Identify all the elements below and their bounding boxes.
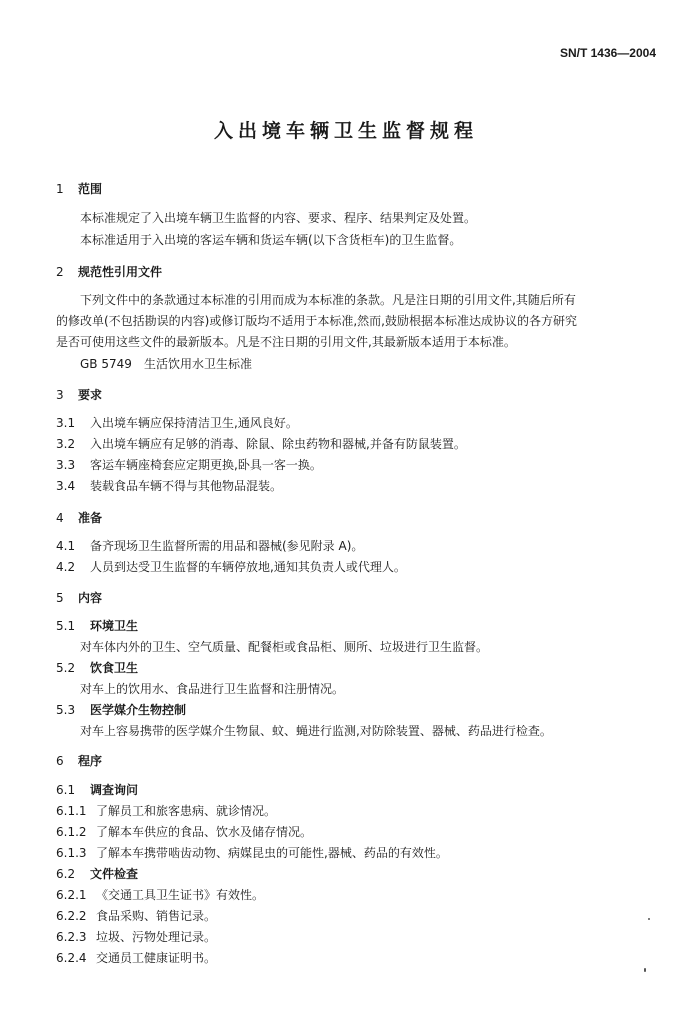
list-item: 6.1.1 了解员工和旅客患病、就诊情况。 bbox=[56, 804, 277, 818]
section-2-heading: 2 规范性引用文件 bbox=[56, 265, 163, 279]
list-item: 3.2 入出境车辆应有足够的消毒、除鼠、除虫药物和器械,并备有防鼠装置。 bbox=[56, 437, 466, 451]
normative-reference: GB 5749 生活饮用水卫生标准 bbox=[80, 357, 253, 371]
subsection-5-3-heading: 5.3 医学媒介生物控制 bbox=[56, 703, 187, 717]
list-item: 3.3 客运车辆座椅套应定期更换,卧具一客一换。 bbox=[56, 458, 322, 472]
section-2-line-2: 的修改单(不包括勘误的内容)或修订版均不适用于本标准,然而,鼓励根据本标准达成协议的各方研究 bbox=[56, 314, 577, 328]
subsection-6-2-heading: 6.2 文件检查 bbox=[56, 867, 139, 881]
subsection-5-1-text: 对车体内外的卫生、空气质量、配餐柜或食品柜、厕所、垃圾进行卫生监督。 bbox=[80, 640, 489, 654]
subsection-5-1-heading: 5.1 环境卫生 bbox=[56, 619, 139, 633]
list-item: 6.1.3 了解本车携带啮齿动物、病媒昆虫的可能性,器械、药品的有效性。 bbox=[56, 846, 448, 860]
section-1-heading: 1 范围 bbox=[56, 182, 103, 196]
list-item: 6.2.3 垃圾、污物处理记录。 bbox=[56, 930, 217, 944]
list-item: 6.2.2 食品采购、销售记录。 bbox=[56, 909, 217, 923]
subsection-5-2-text: 对车上的饮用水、食品进行卫生监督和注册情况。 bbox=[80, 682, 345, 696]
subsection-5-3-text: 对车上容易携带的医学媒介生物鼠、蚊、蝇进行监测,对防除装置、器械、药品进行检查。 bbox=[80, 724, 552, 738]
subsection-6-1-heading: 6.1 调查询问 bbox=[56, 783, 139, 797]
subsection-5-2-heading: 5.2 饮食卫生 bbox=[56, 661, 139, 675]
list-item: 4.2 人员到达受卫生监督的车辆停放地,通知其负责人或代理人。 bbox=[56, 560, 406, 574]
list-item: 3.1 入出境车辆应保持清洁卫生,通风良好。 bbox=[56, 416, 298, 430]
standard-number: SN/T 1436—2004 bbox=[559, 46, 656, 60]
section-6-heading: 6 程序 bbox=[56, 754, 103, 768]
list-item: 6.2.1 《交通工具卫生证书》有效性。 bbox=[56, 888, 265, 902]
scan-speck bbox=[644, 968, 646, 972]
section-2-line-1: 下列文件中的条款通过本标准的引用而成为本标准的条款。凡是注日期的引用文件,其随后所有 bbox=[80, 293, 576, 307]
list-item: 3.4 装载食品车辆不得与其他物品混装。 bbox=[56, 479, 283, 493]
list-item: 6.1.2 了解本车供应的食品、饮水及储存情况。 bbox=[56, 825, 313, 839]
section-1-para-2: 本标准适用于入出境的客运车辆和货运车辆(以下含货柜车)的卫生监督。 bbox=[80, 233, 462, 247]
list-item: 6.2.4 交通员工健康证明书。 bbox=[56, 951, 217, 965]
section-4-heading: 4 准备 bbox=[56, 511, 103, 525]
document-title: 入出境车辆卫生监督规程 bbox=[213, 120, 478, 142]
section-1-para-1: 本标准规定了入出境车辆卫生监督的内容、要求、程序、结果判定及处置。 bbox=[80, 211, 477, 225]
section-5-heading: 5 内容 bbox=[56, 591, 103, 605]
section-2-line-3: 是否可使用这些文件的最新版本。凡是不注日期的引用文件,其最新版本适用于本标准。 bbox=[56, 335, 516, 349]
scan-speck bbox=[648, 918, 650, 920]
list-item: 4.1 备齐现场卫生监督所需的用品和器械(参见附录 A)。 bbox=[56, 539, 364, 553]
section-3-heading: 3 要求 bbox=[56, 388, 103, 402]
